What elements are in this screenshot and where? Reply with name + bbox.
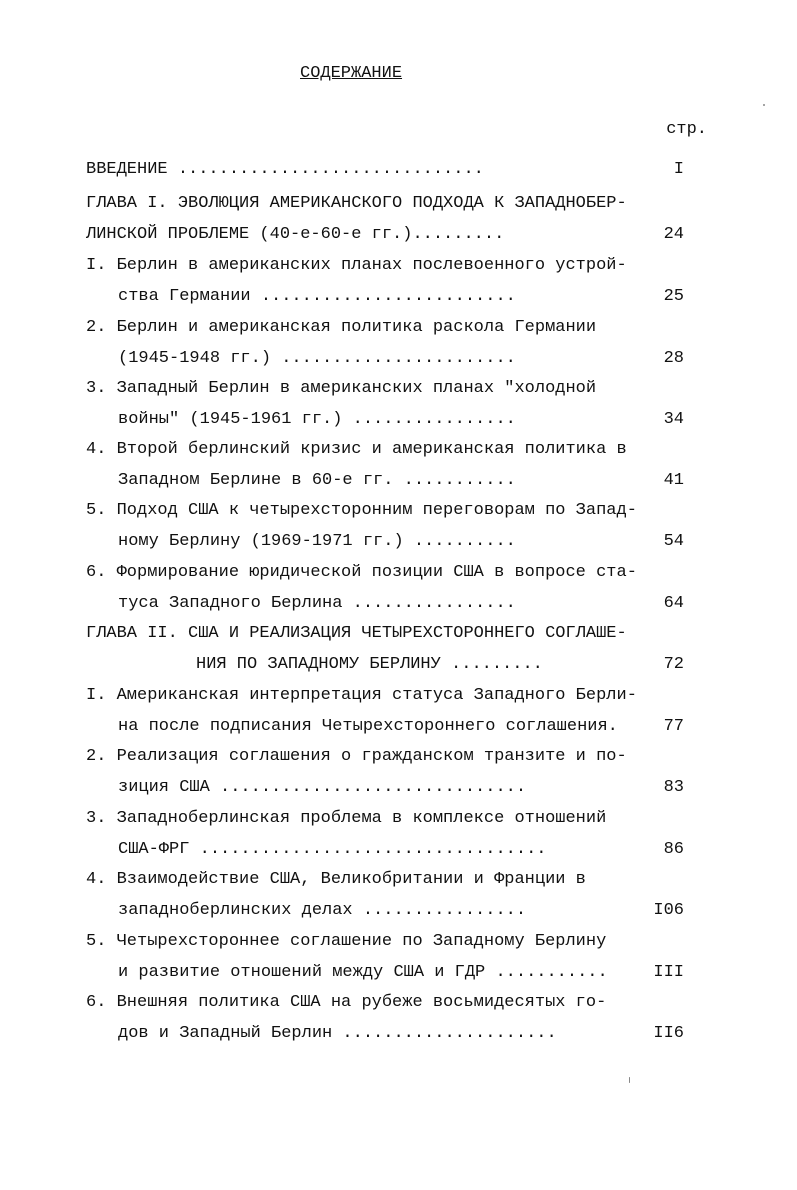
toc-entry-text: 3. Западный Берлин в американских планах "холодной [86,379,597,398]
toc-entry-chapter-1[interactable] [86,188,706,250]
scan-speck [629,1077,630,1083]
toc-page-number: 72 [663,655,684,674]
toc-entry-text: ГЛАВА II. США И РЕАЛИЗАЦИЯ ЧЕТЫРЕХСТОРОННЕГО СОГЛАШЕ- [86,624,627,643]
toc-page-number: 34 [663,410,684,429]
toc-entry-introduction[interactable] [86,154,706,185]
toc-entry-text-continued: зиция США .............................. [118,778,527,797]
toc-entry-text-continued: и развитие отношений между США и ГДР ........... [118,963,608,982]
toc-entry-text: 5. Четырехстороннее соглашение по Западному Берлину [86,932,607,951]
toc-entry-2-3[interactable] [86,803,706,865]
toc-entry-text: 6. Внешняя политика США на рубеже восьмидесятых го- [86,993,607,1012]
toc-page-number: 28 [663,349,684,368]
toc-entry-text: I. Берлин в американских планах послевоенного устрой- [86,256,627,275]
toc-page-number: I06 [653,901,684,920]
toc-page-number: II6 [653,1024,684,1043]
toc-page-number: I [673,160,684,179]
toc-entry-text-continued: войны" (1945-1961 гг.) ................ [118,410,516,429]
toc-page-number: 25 [663,287,684,306]
toc-entry-text-continued: ному Берлину (1969-1971 гг.) .......... [118,532,516,551]
toc-page-number: 24 [663,225,684,244]
toc-page-number: 77 [663,717,684,736]
toc-entry-text-continued: дов и Западный Берлин ..................... [118,1024,557,1043]
toc-entry-1-6[interactable] [86,557,706,619]
toc-entry-2-5[interactable] [86,926,706,988]
toc-entry-text-continued: туса Западного Берлина ................ [118,594,516,613]
toc-entry-1-4[interactable] [86,434,706,496]
toc-page-number: 41 [663,471,684,490]
toc-entry-text: I. Американская интерпретация статуса Западного Берли- [86,686,637,705]
toc-entry-text-continued: (1945-1948 гг.) ....................... [118,349,516,368]
toc-entry-1-2[interactable] [86,312,706,374]
toc-entry-1-1[interactable] [86,250,706,312]
toc-entry-text-continued: ства Германии ......................... [118,287,516,306]
page-column-label: стр. [666,120,707,139]
toc-entry-1-3[interactable] [86,373,706,435]
toc-entry-text-continued: ЛИНСКОЙ ПРОБЛЕМЕ (40-е-60-е гг.)......... [86,225,505,244]
toc-entry-text-continued: на после подписания Четырехстороннего соглашения. [118,717,618,736]
toc-entry-2-6[interactable] [86,987,706,1049]
toc-entry-text: 6. Формирование юридической позиции США в вопросе ста- [86,563,637,582]
toc-entry-text-continued: Западном Берлине в 60-е гг. ........... [118,471,516,490]
scan-speck [763,104,765,106]
toc-entry-text: 3. Западноберлинская проблема в комплексе отношений [86,809,607,828]
toc-entry-2-2[interactable] [86,741,706,803]
toc-entry-2-1[interactable] [86,680,706,742]
toc-entry-1-5[interactable] [86,495,706,557]
toc-entry-text-continued: НИЯ ПО ЗАПАДНОМУ БЕРЛИНУ ......... [196,655,543,674]
toc-page-number: 54 [663,532,684,551]
toc-page-number: 83 [663,778,684,797]
toc-entry-text-continued: США-ФРГ .................................. [118,840,547,859]
toc-page-number: 64 [663,594,684,613]
toc-entry-chapter-2[interactable] [86,618,706,680]
toc-entry-text: ГЛАВА I. ЭВОЛЮЦИЯ АМЕРИКАНСКОГО ПОДХОДА К ЗАПАДНОБЕР- [86,194,627,213]
page-title: СОДЕРЖАНИЕ [300,64,403,83]
toc-entry-text: 4. Взаимодействие США, Великобритании и Франции в [86,870,586,889]
toc-page-number: 86 [663,840,684,859]
toc-entry-text: ВВЕДЕНИЕ .............................. [86,160,484,179]
toc-entry-text: 2. Берлин и американская политика раскола Германии [86,318,597,337]
toc-page-number: III [653,963,684,982]
toc-entry-text-continued: западноберлинских делах ................ [118,901,527,920]
toc-entry-text: 5. Подход США к четырехсторонним переговорам по Запад- [86,501,637,520]
toc-entry-text: 4. Второй берлинский кризис и американская политика в [86,440,627,459]
toc-entry-2-4[interactable] [86,864,706,926]
toc-entry-text: 2. Реализация соглашения о гражданском транзите и по- [86,747,627,766]
